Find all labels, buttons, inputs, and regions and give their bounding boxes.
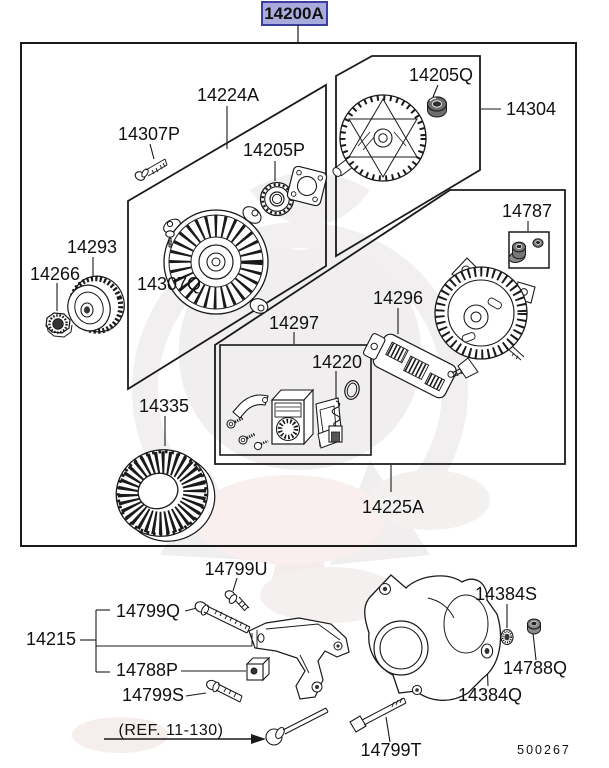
- part-label-14307P: 14307P: [117, 124, 181, 144]
- part-label-14220: 14220: [311, 352, 363, 372]
- part-label-14335: 14335: [138, 396, 190, 416]
- leader-14205Q: [433, 85, 438, 97]
- leader-14799T: [386, 717, 390, 742]
- part-label-14788Q: 14788Q: [502, 658, 568, 678]
- diagram-code: 500267: [517, 743, 571, 757]
- part-label-14296: 14296: [372, 288, 424, 308]
- ref-note-label: (REF. 11-130): [118, 722, 224, 739]
- bolt-drawing-14799T: [350, 698, 406, 732]
- active-part-callout[interactable]: [262, 2, 327, 43]
- spacer-drawing-14788P: [247, 658, 269, 680]
- washer-drawing-14384Q: [481, 644, 492, 658]
- part-label-14266: 14266: [29, 264, 81, 284]
- callout-part-number[interactable]: 14200A: [264, 4, 324, 23]
- ref-arrow-head: [251, 734, 266, 744]
- leader-14799S: [186, 693, 206, 696]
- part-label-14799S: 14799S: [121, 685, 185, 705]
- part-label-14799T: 14799T: [360, 740, 422, 760]
- through-bolt-drawing-14307P: [134, 159, 167, 182]
- part-label-14224A: 14224A: [196, 85, 260, 105]
- part-label-14788P: 14788P: [115, 660, 179, 680]
- part-label-14787: 14787: [501, 201, 553, 221]
- part-label-14307Q: 14307Q: [136, 274, 202, 294]
- part-label-14293: 14293: [66, 237, 118, 257]
- part-label-14225A: 14225A: [361, 497, 425, 517]
- ref-bolt-drawing: [266, 708, 328, 745]
- bearing-retainer-plate-drawing: [286, 165, 327, 206]
- part-label-14384Q: 14384Q: [457, 685, 523, 705]
- part-label-14384S: 14384S: [474, 584, 538, 604]
- leader-14799U: [233, 578, 237, 591]
- insulator-set-drawing-14787: [508, 239, 543, 264]
- part-label-14297: 14297: [268, 313, 320, 333]
- leader-14307P: [150, 144, 154, 159]
- part-label-14304: 14304: [505, 99, 557, 119]
- part-label-14799Q: 14799Q: [115, 601, 181, 621]
- bolt-drawing-14799U: [224, 589, 249, 611]
- part-label-14205P: 14205P: [242, 140, 306, 160]
- nut-drawing-14788Q: [528, 619, 541, 634]
- bolt-drawing-14799S: [205, 679, 242, 702]
- part-label-14799U: 14799U: [204, 559, 268, 579]
- part-label-14205Q: 14205Q: [408, 65, 474, 85]
- washer-drawing-14384S: [501, 630, 513, 645]
- part-label-14215: 14215: [25, 629, 77, 649]
- pulley-nut-drawing-14266: [46, 313, 72, 337]
- rotor-nut-drawing-14205Q: [428, 97, 447, 117]
- leader-14788Q: [533, 633, 536, 660]
- bolt-drawing-14799Q: [193, 600, 250, 633]
- rotor-drawing: [331, 95, 426, 181]
